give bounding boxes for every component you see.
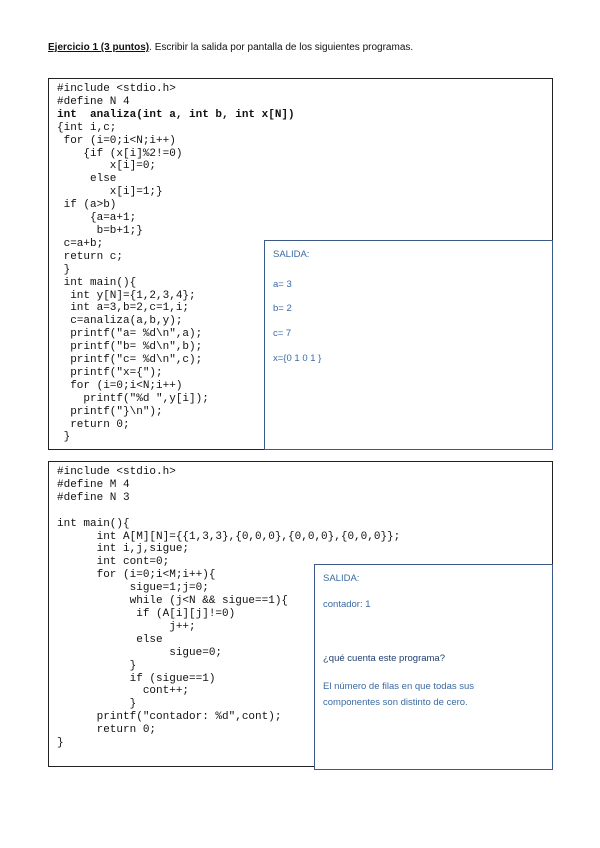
code-line: int y[N]={1,2,3,4}; [57,289,196,302]
code-line: int main(){ [57,276,137,289]
code-line: {int i,c; [57,121,117,134]
code-line: printf("%d ",y[i]); [57,392,209,405]
code-line: if (sigue==1) [57,672,216,685]
code-line: return 0; [57,418,130,431]
output-x: x={0 1 0 1 } [273,353,322,364]
code-line: int main(){ [57,517,130,530]
code-line: {a=a+1; [57,212,137,225]
program2-output-box [314,564,553,770]
output-c: c= 7 [273,328,292,339]
exercise-header [48,42,413,53]
code-line: sigue=1;j=0; [57,582,209,595]
code-line: printf("c= %d\n",c); [57,354,203,367]
code-line: for (i=0;i<M;i++){ [57,569,216,582]
code-line: cont++; [57,685,190,698]
code-line: #define M 4 [57,478,130,491]
code-line: #include <stdio.h> [57,466,176,478]
code-line: {if (x[i]%2!=0) [57,147,183,160]
exercise-instruction: . Escribir la salida por pantalla de los siguientes programas. [149,42,414,53]
output-title: SALIDA: [273,249,310,260]
code-line: } [57,431,71,444]
code-line: else [57,173,117,186]
answer-line-2: componentes son distinto de cero. [323,697,468,708]
code-line: else [57,633,163,646]
code-line: printf("}\n"); [57,405,163,418]
code-line: j++; [57,620,196,633]
answer-line-1: El número de filas en que todas sus [323,681,475,692]
code-line: printf("contador: %d",cont); [57,711,282,724]
question-text: ¿qué cuenta este programa? [323,653,445,664]
code-line: b=b+1;} [57,224,143,237]
code-line: for (i=0;i<N;i++) [57,379,183,392]
exercise-title: Ejercicio 1 (3 puntos) [48,42,150,53]
code-line: int cont=0; [57,556,170,569]
code-line: int i,j,sigue; [57,543,190,556]
code-line: x[i]=1;} [57,186,163,199]
code-line: #define N 4 [57,95,130,108]
output-a: a= 3 [273,279,292,290]
code-line: x[i]=0; [57,160,157,173]
code-line: #define N 3 [57,491,130,504]
code-line: if (a>b) [57,199,117,212]
code-line: return c; [57,250,124,263]
code-line: c=a+b; [57,237,104,250]
output-title: SALIDA: [323,573,360,584]
code-line: return 0; [57,724,157,737]
program1-output-box [264,240,553,450]
code-line: } [57,698,137,711]
code-line: sigue=0; [57,646,223,659]
code-line: int A[M][N]={{1,3,3},{0,0,0},{0,0,0},{0,0,0}}; [57,530,401,543]
code-line: printf("b= %d\n",b); [57,341,203,354]
code-line: while (j<N && sigue==1){ [57,595,289,608]
code-line: #include <stdio.h> [57,83,176,95]
program1-code [57,83,295,444]
code-line: if (A[i][j]!=0) [57,607,236,620]
code-line: for (i=0;i<N;i++) [57,134,176,147]
code-line: } [57,737,64,750]
code-line: int a=3,b=2,c=1,i; [57,302,190,315]
output-contador: contador: 1 [323,599,371,610]
code-line: } [57,659,137,672]
code-line: printf("a= %d\n",a); [57,328,203,341]
code-line: } [57,263,71,276]
output-b: b= 2 [273,303,292,314]
code-line: printf("x={"); [57,366,163,379]
code-line: int analiza(int a, int b, int x[N]) [57,108,295,121]
code-line: c=analiza(a,b,y); [57,315,183,328]
